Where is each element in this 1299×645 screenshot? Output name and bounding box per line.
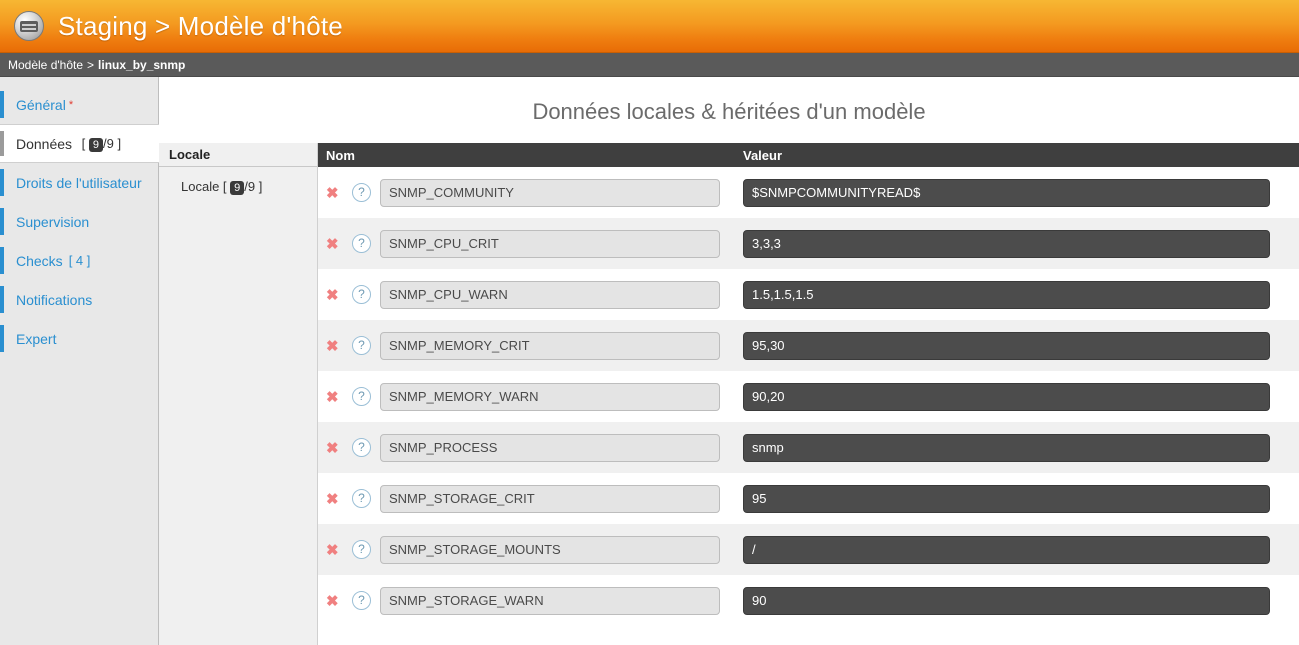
help-icon[interactable] (352, 438, 380, 457)
sidebar-item-count: [ 9 /9 ] (78, 135, 122, 151)
count-total: /9 (103, 135, 114, 151)
delete-icon[interactable]: ✖ (326, 286, 339, 304)
table-row (318, 473, 1299, 524)
macro-value-input[interactable] (743, 230, 1270, 258)
help-icon[interactable] (352, 489, 380, 508)
delete-icon[interactable]: ✖ (326, 490, 339, 508)
sidebar-item-checks[interactable] (0, 241, 158, 280)
sidebar-item-expert[interactable] (0, 319, 158, 358)
table-row (318, 269, 1299, 320)
help-icon[interactable] (352, 234, 380, 253)
help-icon-glyph: ? (352, 540, 371, 559)
help-icon-glyph: ? (352, 387, 371, 406)
sidebar-item-label: Notifications (16, 291, 93, 308)
delete-icon[interactable]: ✖ (326, 337, 339, 355)
locale-item-badge: 9 (230, 181, 244, 195)
app-header (0, 0, 1299, 53)
help-icon[interactable] (352, 591, 380, 610)
help-icon-glyph: ? (352, 336, 371, 355)
sidebar-item-general[interactable] (0, 85, 158, 124)
sidebar-item-label: Checks (16, 252, 63, 269)
table-row (318, 371, 1299, 422)
macro-value-input[interactable] (743, 179, 1270, 207)
main-content (159, 77, 1299, 645)
locale-panel (159, 143, 318, 645)
help-icon-glyph: ? (352, 438, 371, 457)
page-title: Staging > Modèle d'hôte (58, 10, 343, 41)
sidebar-item-label: Droits de l'utilisateur (16, 174, 142, 191)
help-icon[interactable] (352, 336, 380, 355)
macro-value-input[interactable] (743, 281, 1270, 309)
macro-name-input[interactable] (380, 587, 720, 615)
section-title: Données locales & héritées d'un modèle (532, 99, 926, 124)
breadcrumb-separator: > (87, 57, 95, 72)
help-icon[interactable] (352, 285, 380, 304)
macro-value-input[interactable] (743, 434, 1270, 462)
macro-name-input[interactable] (380, 536, 720, 564)
sidebar-item-label: Supervision (16, 213, 90, 230)
body-wrapper (0, 77, 1299, 645)
table-row (318, 575, 1299, 626)
macro-name-input[interactable] (380, 485, 720, 513)
delete-icon[interactable]: ✖ (326, 592, 339, 610)
macro-name-input[interactable] (380, 230, 720, 258)
table-rows (318, 167, 1299, 645)
column-header-value: Valeur (743, 147, 783, 163)
macro-name-input[interactable] (380, 332, 720, 360)
required-marker: * (68, 98, 74, 111)
sidebar-item-donnees[interactable] (0, 124, 159, 163)
sidebar (0, 77, 159, 645)
macro-name-input[interactable] (380, 179, 720, 207)
table-row (318, 218, 1299, 269)
macro-value-input[interactable] (743, 536, 1270, 564)
variables-table (318, 143, 1299, 645)
help-icon[interactable] (352, 183, 380, 202)
sidebar-item-supervision[interactable] (0, 202, 158, 241)
macro-name-input[interactable] (380, 383, 720, 411)
help-icon-glyph: ? (352, 234, 371, 253)
table-row (318, 320, 1299, 371)
breadcrumb-current: linux_by_snmp (98, 57, 186, 72)
delete-icon[interactable]: ✖ (326, 439, 339, 457)
locale-item-count: /9 ] (244, 179, 263, 194)
delete-icon[interactable]: ✖ (326, 541, 339, 559)
locale-panel-item[interactable] (159, 167, 317, 195)
delete-icon[interactable]: ✖ (326, 184, 339, 202)
breadcrumb-root[interactable]: Modèle d'hôte (8, 57, 84, 72)
delete-icon[interactable]: ✖ (326, 235, 339, 253)
locale-item-label: Locale [ (181, 179, 227, 194)
table-row (318, 524, 1299, 575)
help-icon[interactable] (352, 387, 380, 406)
locale-panel-header: Locale (159, 143, 317, 167)
table-row (318, 167, 1299, 218)
column-header-name: Nom (326, 147, 355, 163)
data-table-area (159, 143, 1299, 645)
help-icon-glyph: ? (352, 591, 371, 610)
macro-value-input[interactable] (743, 485, 1270, 513)
count-badge: 9 (89, 138, 103, 152)
sidebar-item-label: Expert (16, 330, 57, 347)
sidebar-item-label: Général (16, 96, 66, 113)
macro-name-input[interactable] (380, 434, 720, 462)
table-header (318, 143, 1299, 167)
help-icon-glyph: ? (352, 285, 371, 304)
sidebar-item-count: [ 4 ] (68, 253, 91, 268)
delete-icon[interactable]: ✖ (326, 388, 339, 406)
macro-value-input[interactable] (743, 383, 1270, 411)
sidebar-item-notifications[interactable] (0, 280, 158, 319)
help-icon[interactable] (352, 540, 380, 559)
breadcrumb (0, 53, 1299, 77)
database-icon (14, 11, 44, 41)
sidebar-item-droits-utilisateur[interactable] (0, 163, 158, 202)
macro-value-input[interactable] (743, 332, 1270, 360)
help-icon-glyph: ? (352, 489, 371, 508)
macro-value-input[interactable] (743, 587, 1270, 615)
sidebar-item-label: Données (16, 135, 73, 152)
table-row (318, 422, 1299, 473)
help-icon-glyph: ? (352, 183, 371, 202)
macro-name-input[interactable] (380, 281, 720, 309)
